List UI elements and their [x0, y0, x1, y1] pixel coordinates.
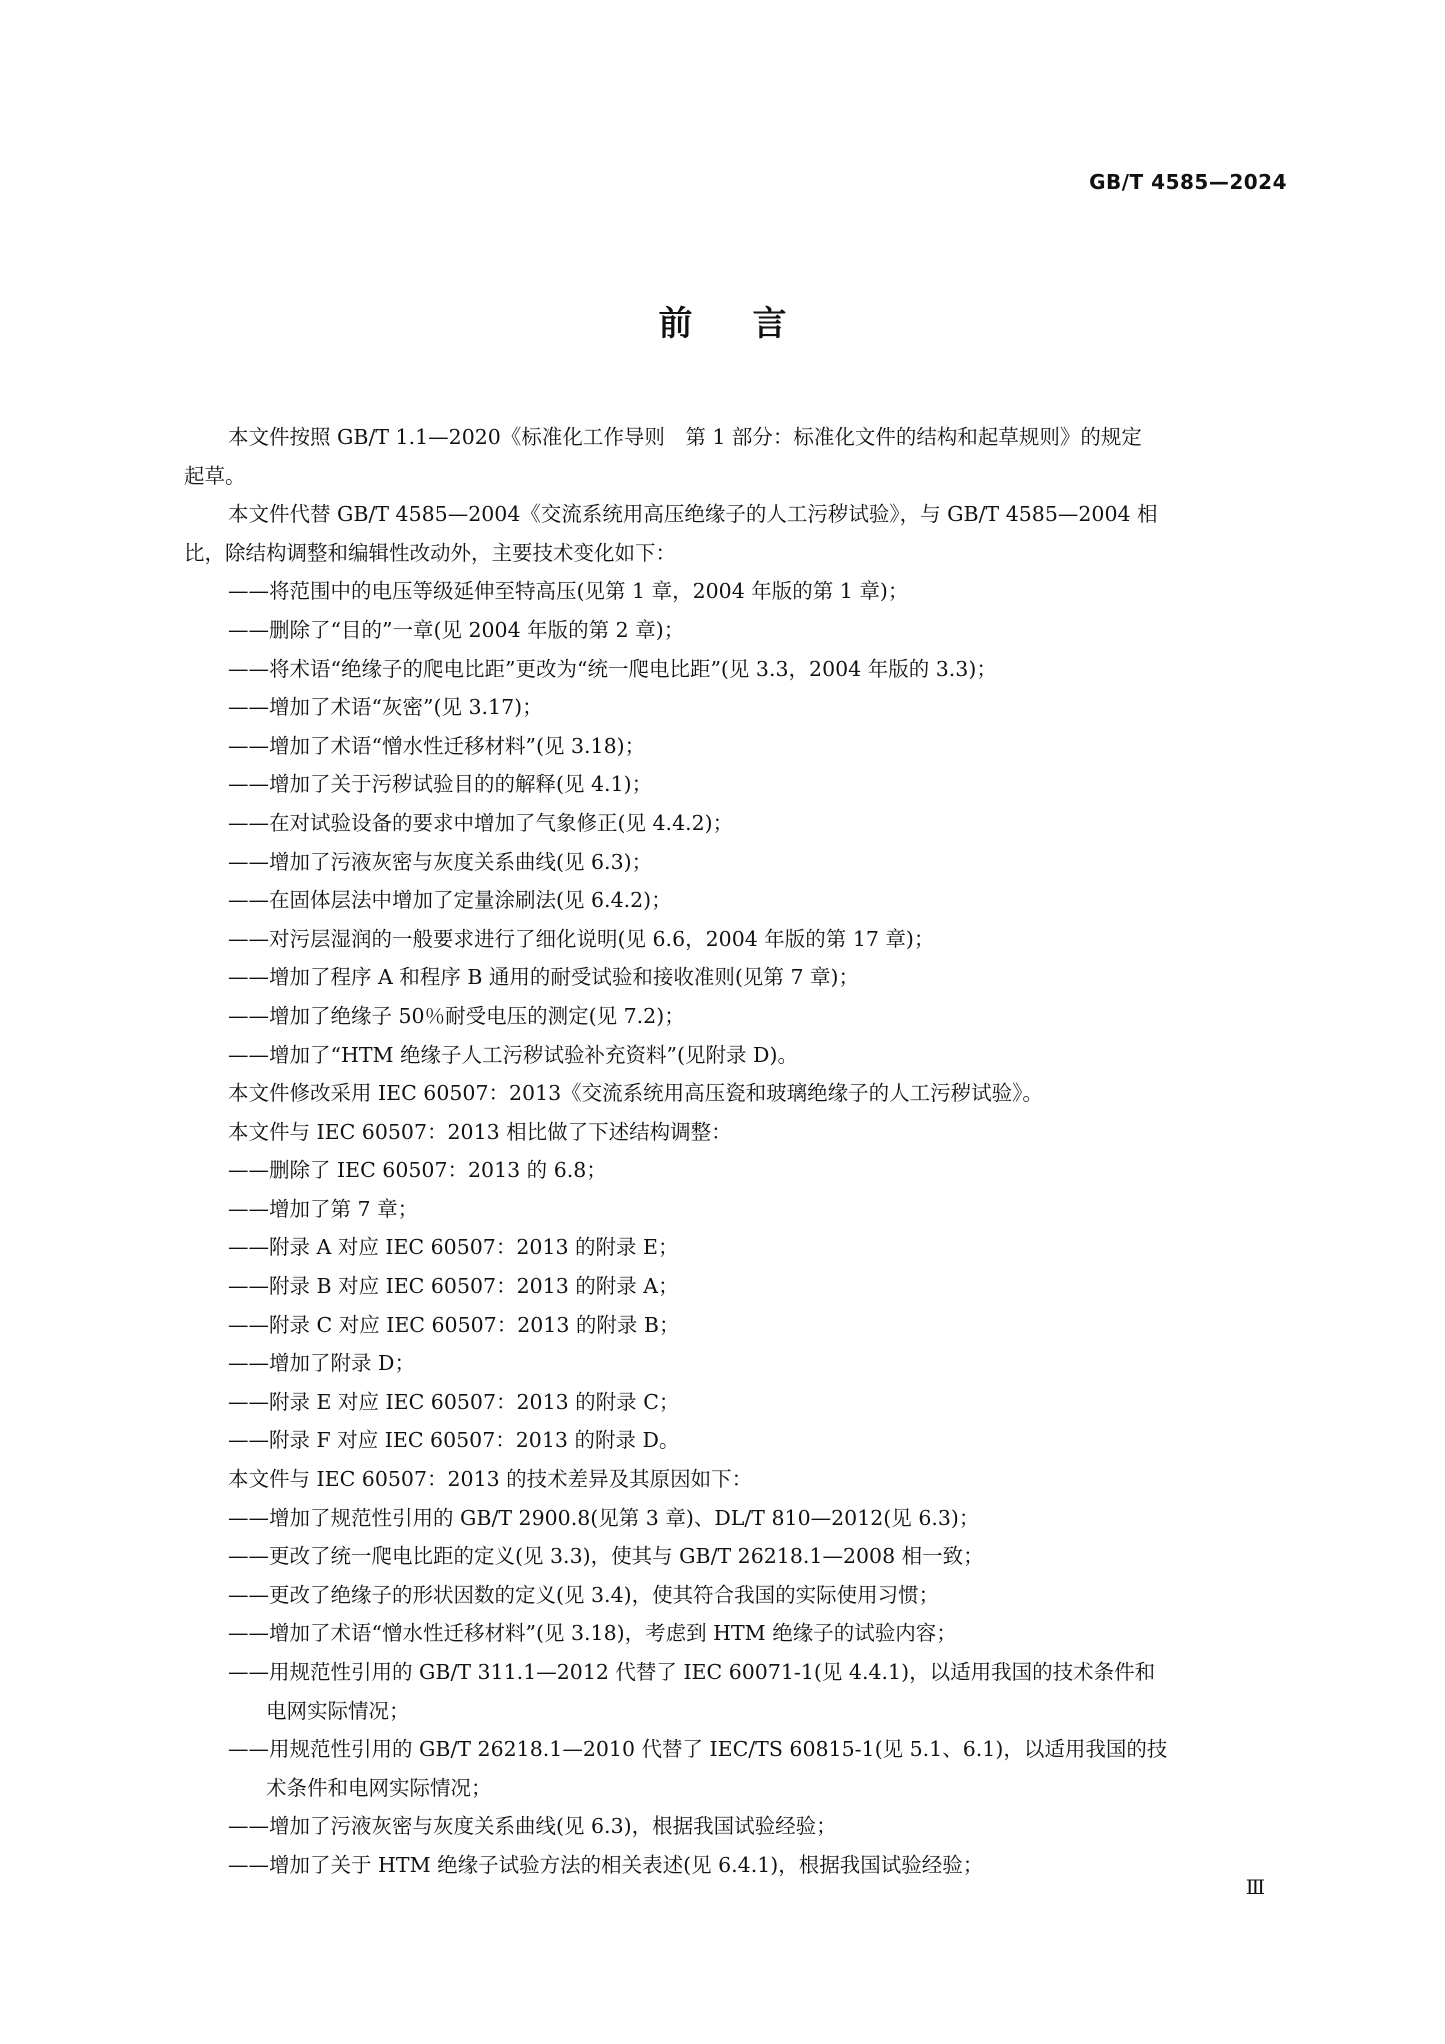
standard-code: GB/T 4585—2024	[1089, 170, 1287, 194]
paragraph-line: 比，除结构调整和编辑性改动外，主要技术变化如下：	[184, 540, 676, 565]
list-item: ——增加了规范性引用的 GB/T 2900.8(见第 3 章)、DL/T 810—2012(见 6.3)；	[228, 1505, 980, 1530]
list-item: ——用规范性引用的 GB/T 26218.1—2010 代替了 IEC/TS 60815-1(见 5.1、6.1)，以适用我国的技	[228, 1737, 1168, 1762]
paragraph-line: 本文件修改采用 IEC 60507：2013《交流系统用高压瓷和玻璃绝缘子的人工污秽试验》。	[228, 1081, 1043, 1106]
list-item: ——增加了术语“灰密”(见 3.17)；	[228, 695, 543, 720]
list-item: ——增加了附录 D；	[228, 1351, 415, 1376]
list-item: ——增加了程序 A 和程序 B 通用的耐受试验和接收准则(见第 7 章)；	[228, 965, 860, 990]
paragraph-line: 本文件代替 GB/T 4585—2004《交流系统用高压绝缘子的人工污秽试验》，与 GB/T 4585—2004 相	[228, 502, 1158, 527]
list-item: ——增加了污液灰密与灰度关系曲线(见 6.3)；	[228, 849, 653, 874]
list-item: ——附录 B 对应 IEC 60507：2013 的附录 A；	[228, 1274, 679, 1299]
list-item: ——更改了统一爬电比距的定义(见 3.3)，使其与 GB/T 26218.1—2008 相一致；	[228, 1544, 984, 1569]
list-item: ——删除了“目的”一章(见 2004 年版的第 2 章)；	[228, 617, 685, 642]
paragraph-line: 本文件按照 GB/T 1.1—2020《标准化工作导则 第 1 部分：标准化文件的结构和起草规则》的规定	[228, 425, 1142, 449]
list-item: ——在固体层法中增加了定量涂刷法(见 6.4.2)；	[228, 888, 672, 913]
list-item: ——增加了关于 HTM 绝缘子试验方法的相关表述(见 6.4.1)，根据我国试验经验；	[228, 1852, 984, 1877]
page-title: 前言	[658, 304, 847, 344]
list-item: ——增加了术语“憎水性迁移材料”(见 3.18)；	[228, 733, 646, 758]
list-item: ——增加了绝缘子 50％耐受电压的测定(见 7.2)；	[228, 1003, 685, 1028]
paragraph-line: 本文件与 IEC 60507：2013 的技术差异及其原因如下：	[228, 1467, 753, 1492]
list-item: ——附录 C 对应 IEC 60507：2013 的附录 B；	[228, 1312, 680, 1337]
list-item: ——增加了“HTM 绝缘子人工污秽试验补充资料”(见附录 D)。	[228, 1042, 798, 1067]
list-item: 术条件和电网实际情况；	[266, 1775, 492, 1800]
list-item: ——增加了术语“憎水性迁移材料”(见 3.18)，考虑到 HTM 绝缘子的试验内容；	[228, 1621, 957, 1646]
list-item: ——对污层湿润的一般要求进行了细化说明(见 6.6，2004 年版的第 17 章)；	[228, 926, 935, 951]
list-item: ——附录 F 对应 IEC 60507：2013 的附录 D。	[228, 1428, 680, 1453]
list-item: ——用规范性引用的 GB/T 311.1—2012 代替了 IEC 60071-1(见 4.4.1)，以适用我国的技术条件和	[228, 1660, 1156, 1684]
list-item: ——更改了绝缘子的形状因数的定义(见 3.4)，使其符合我国的实际使用习惯；	[228, 1582, 940, 1607]
list-item: ——删除了 IEC 60507：2013 的 6.8；	[228, 1158, 607, 1183]
list-item: ——增加了关于污秽试验目的的解释(见 4.1)；	[228, 772, 653, 797]
page-number: Ⅲ	[1245, 1875, 1265, 1899]
paragraph-line: 起草。	[184, 463, 246, 488]
list-item: ——将术语“绝缘子的爬电比距”更改为“统一爬电比距”(见 3.3，2004 年版的 3.3)；	[228, 656, 997, 681]
list-item: ——将范围中的电压等级延伸至特高压(见第 1 章，2004 年版的第 1 章)；	[228, 579, 909, 604]
list-item: ——在对试验设备的要求中增加了气象修正(见 4.4.2)；	[228, 810, 734, 835]
foreword-body	[184, 418, 1287, 1885]
list-item: 电网实际情况；	[266, 1698, 410, 1723]
list-item: ——附录 E 对应 IEC 60507：2013 的附录 C；	[228, 1389, 680, 1414]
paragraph-line: 本文件与 IEC 60507：2013 相比做了下述结构调整：	[228, 1119, 732, 1144]
list-item: ——附录 A 对应 IEC 60507：2013 的附录 E；	[228, 1235, 679, 1260]
list-item: ——增加了污液灰密与灰度关系曲线(见 6.3)，根据我国试验经验；	[228, 1814, 837, 1839]
list-item: ——增加了第 7 章；	[228, 1196, 419, 1221]
